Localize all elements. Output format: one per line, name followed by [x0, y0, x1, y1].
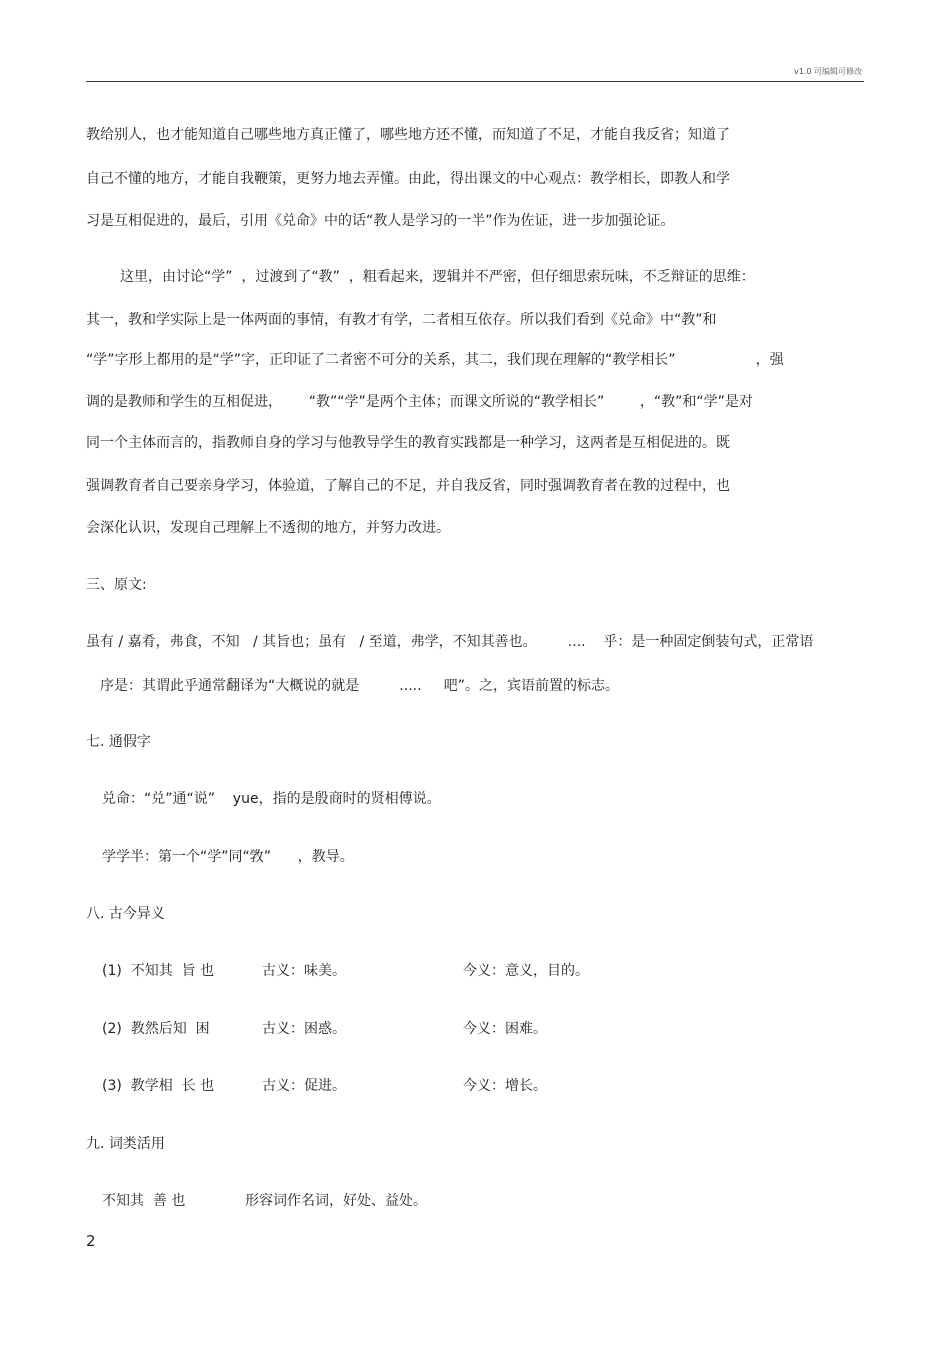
- text-line: 同一个主体而言的，指教师自身的学习与他教导学生的教育实践都是一种学习，这两者是互相促进的。既: [86, 435, 730, 451]
- term-cell: (2) 教然后知 困: [102, 1021, 210, 1037]
- text-line: 调的是教师和学生的互相促进， “教”“学”是两个主体；而课文所说的“教学相长” ，“教”和“学”是对: [86, 394, 753, 410]
- text-line: 这里，由讨论“学” ，过渡到了“教” ，粗看起来，逻辑并不严密，但仔细思索玩味，不乏辩证的思维：: [120, 269, 755, 285]
- version-note: v1.0 可编辑可修改: [794, 67, 862, 76]
- section-heading: 八. 古今异义: [86, 906, 165, 922]
- section-heading: 九. 词类活用: [86, 1136, 165, 1152]
- term-cell: (1) 不知其 旨 也: [102, 963, 215, 979]
- explanation: 形容词作名词，好处、益处。: [245, 1193, 427, 1209]
- modern-meaning: 今义：意义，目的。: [463, 963, 589, 979]
- text-line: 习是互相促进的，最后，引用《兑命》中的话“教人是学习的一半”作为佐证，进一步加强论证。: [86, 213, 675, 229]
- header-rule: [86, 81, 864, 82]
- page-number: 2: [86, 1232, 96, 1250]
- text-line: 虽有 / 嘉肴，弗食，不知 / 其旨也；虽有 / 至道，弗学，不知其善也。 .... 乎：是一种固定倒装句式，正常语: [86, 634, 814, 650]
- term-cell: (3) 教学相 长 也: [102, 1078, 215, 1094]
- text-line: 强调教育者自己要亲身学习，体验道，了解自己的不足，并自我反省，同时强调教育者在教的过程中，也: [86, 478, 730, 494]
- modern-meaning: 今义：增长。: [463, 1078, 547, 1094]
- text-line: 序是：其谓此乎通常翻译为“大概说的就是 ..... 吧”。之，宾语前置的标志。: [100, 678, 620, 694]
- list-item: 兑命：“兑”通“说” yue，指的是殷商时的贤相傅说。: [102, 791, 441, 807]
- list-item: 学学半：第一个“学”同“敩” ，教导。: [102, 849, 354, 865]
- text-line: 会深化认识，发现自己理解上不透彻的地方，并努力改进。: [86, 520, 450, 536]
- ancient-meaning: 古义：促进。: [262, 1078, 346, 1094]
- text-line: 其一，教和学实际上是一体两面的事情，有教才有学，二者相互依存。所以我们看到《兑命》中“教”和: [86, 312, 717, 328]
- ancient-meaning: 古义：困惑。: [262, 1021, 346, 1037]
- section-heading: 三、原文:: [86, 577, 147, 593]
- section-heading: 七. 通假字: [86, 734, 151, 750]
- modern-meaning: 今义：困难。: [463, 1021, 547, 1037]
- text-line: “学”字形上都用的是“学”字，正印证了二者密不可分的关系，其二，我们现在理解的“教学相长” ，强: [86, 352, 784, 368]
- term-cell: 不知其 善 也: [102, 1193, 186, 1209]
- text-line: 教给别人，也才能知道自己哪些地方真正懂了，哪些地方还不懂，而知道了不足，才能自我反省；知道了: [86, 127, 730, 143]
- text-line: 自己不懂的地方，才能自我鞭策，更努力地去弄懂。由此，得出课文的中心观点：教学相长，即教人和学: [86, 171, 730, 187]
- ancient-meaning: 古义：味美。: [262, 963, 346, 979]
